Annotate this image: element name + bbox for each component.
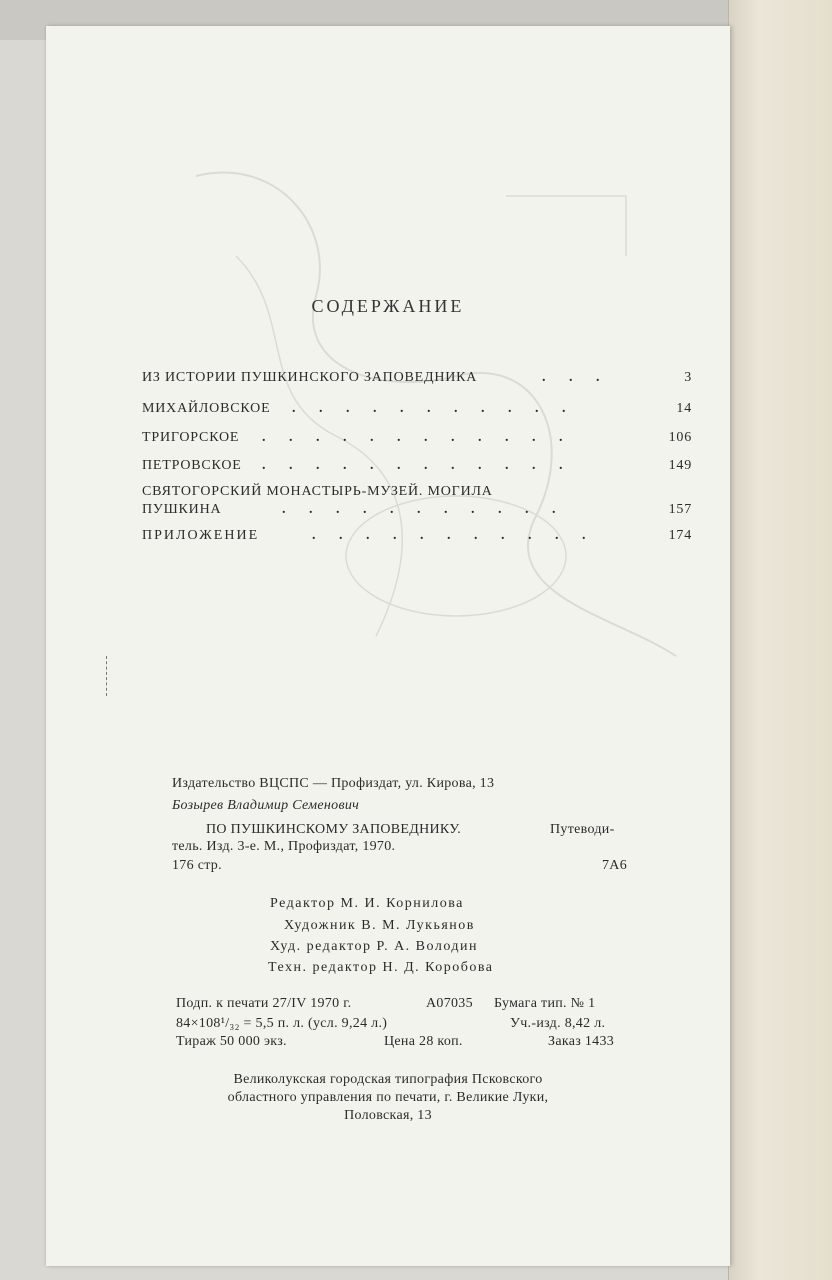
credit-art-editor: Худ. редактор Р. А. Володин xyxy=(270,939,479,954)
toc-leader-dots: . . . xyxy=(542,370,610,385)
page-count: 176 стр. xyxy=(172,858,222,873)
toc-entry xyxy=(142,484,692,524)
adjacent-page-edge xyxy=(728,0,832,1280)
classification-code: 7А6 xyxy=(602,858,628,873)
toc-entry-title: ИЗ ИСТОРИИ ПУШКИНСКОГО ЗАПОВЕДНИКА xyxy=(142,370,478,385)
toc-entry-page: 157 xyxy=(668,502,692,517)
toc-entry-page: 106 xyxy=(668,430,692,445)
printer-line: Половская, 13 xyxy=(344,1108,432,1123)
credit-artist: Художник В. М. Лукьянов xyxy=(284,918,475,933)
page-mark xyxy=(106,656,111,696)
toc-entry-page: 174 xyxy=(668,528,692,543)
toc-entry-page: 149 xyxy=(668,458,692,473)
printer-line: областного управления по печати, г. Великие Луки, xyxy=(227,1090,549,1105)
toc-entry-title: ПРИЛОЖЕНИЕ xyxy=(142,528,260,543)
toc-entry-title: МИХАЙЛОВСКОЕ xyxy=(142,401,271,416)
credit-tech-editor: Техн. редактор Н. Д. Коробова xyxy=(268,960,494,975)
toc-entry-title: ТРИГОРСКОЕ xyxy=(142,430,240,445)
imprint-price: Цена 28 коп. xyxy=(384,1034,463,1049)
toc-entry-page: 3 xyxy=(684,370,692,385)
toc-leader-dots: . . . . . . . . . . . . xyxy=(262,430,573,445)
imprint-number: А07035 xyxy=(426,996,473,1011)
toc-entry-page: 14 xyxy=(676,401,692,416)
book-page xyxy=(46,26,730,1266)
imprint-uch-izd: Уч.-изд. 8,42 л. xyxy=(510,1016,606,1031)
author-name: Бозырев Владимир Семенович xyxy=(172,798,360,813)
publisher-line: Издательство ВЦСПС — Профиздат, ул. Кирова, 13 xyxy=(172,776,495,791)
imprint-order: Заказ 1433 xyxy=(548,1034,615,1049)
credit-editor: Редактор М. И. Корнилова xyxy=(270,896,464,911)
toc-entry-title-continued: ПУШКИНА xyxy=(142,502,222,517)
toc-leader-dots: . . . . . . . . . . . . xyxy=(262,458,573,473)
toc-leader-dots: . . . . . . . . . . . xyxy=(292,401,576,416)
show-through-illustration xyxy=(156,136,716,776)
book-description: Путеводи- xyxy=(550,822,615,837)
imprint-print-run: Тираж 50 000 экз. xyxy=(176,1034,287,1049)
book-title: ПО ПУШКИНСКОМУ ЗАПОВЕДНИКУ. xyxy=(206,822,462,837)
toc-entry-title: СВЯТОГОРСКИЙ МОНАСТЫРЬ-МУЗЕЙ. МОГИЛА xyxy=(142,484,493,499)
printer-line: Великолукская городская типография Псковского xyxy=(233,1072,543,1087)
toc-leader-dots: . . . . . . . . . . . xyxy=(282,502,566,517)
imprint-signed: Подп. к печати 27/IV 1970 г. xyxy=(176,996,352,1011)
toc-entry-title: ПЕТРОВСКОЕ xyxy=(142,458,242,473)
toc-leader-dots: . . . . . . . . . . . xyxy=(312,528,596,543)
imprint-format: 84×108¹/₃₂ = 5,5 п. л. (усл. 9,24 л.) xyxy=(176,1016,388,1031)
page-title: СОДЕРЖАНИЕ xyxy=(311,296,465,316)
book-edition: тель. Изд. 3-е. М., Профиздат, 1970. xyxy=(172,839,396,854)
imprint-paper: Бумага тип. № 1 xyxy=(494,996,596,1011)
